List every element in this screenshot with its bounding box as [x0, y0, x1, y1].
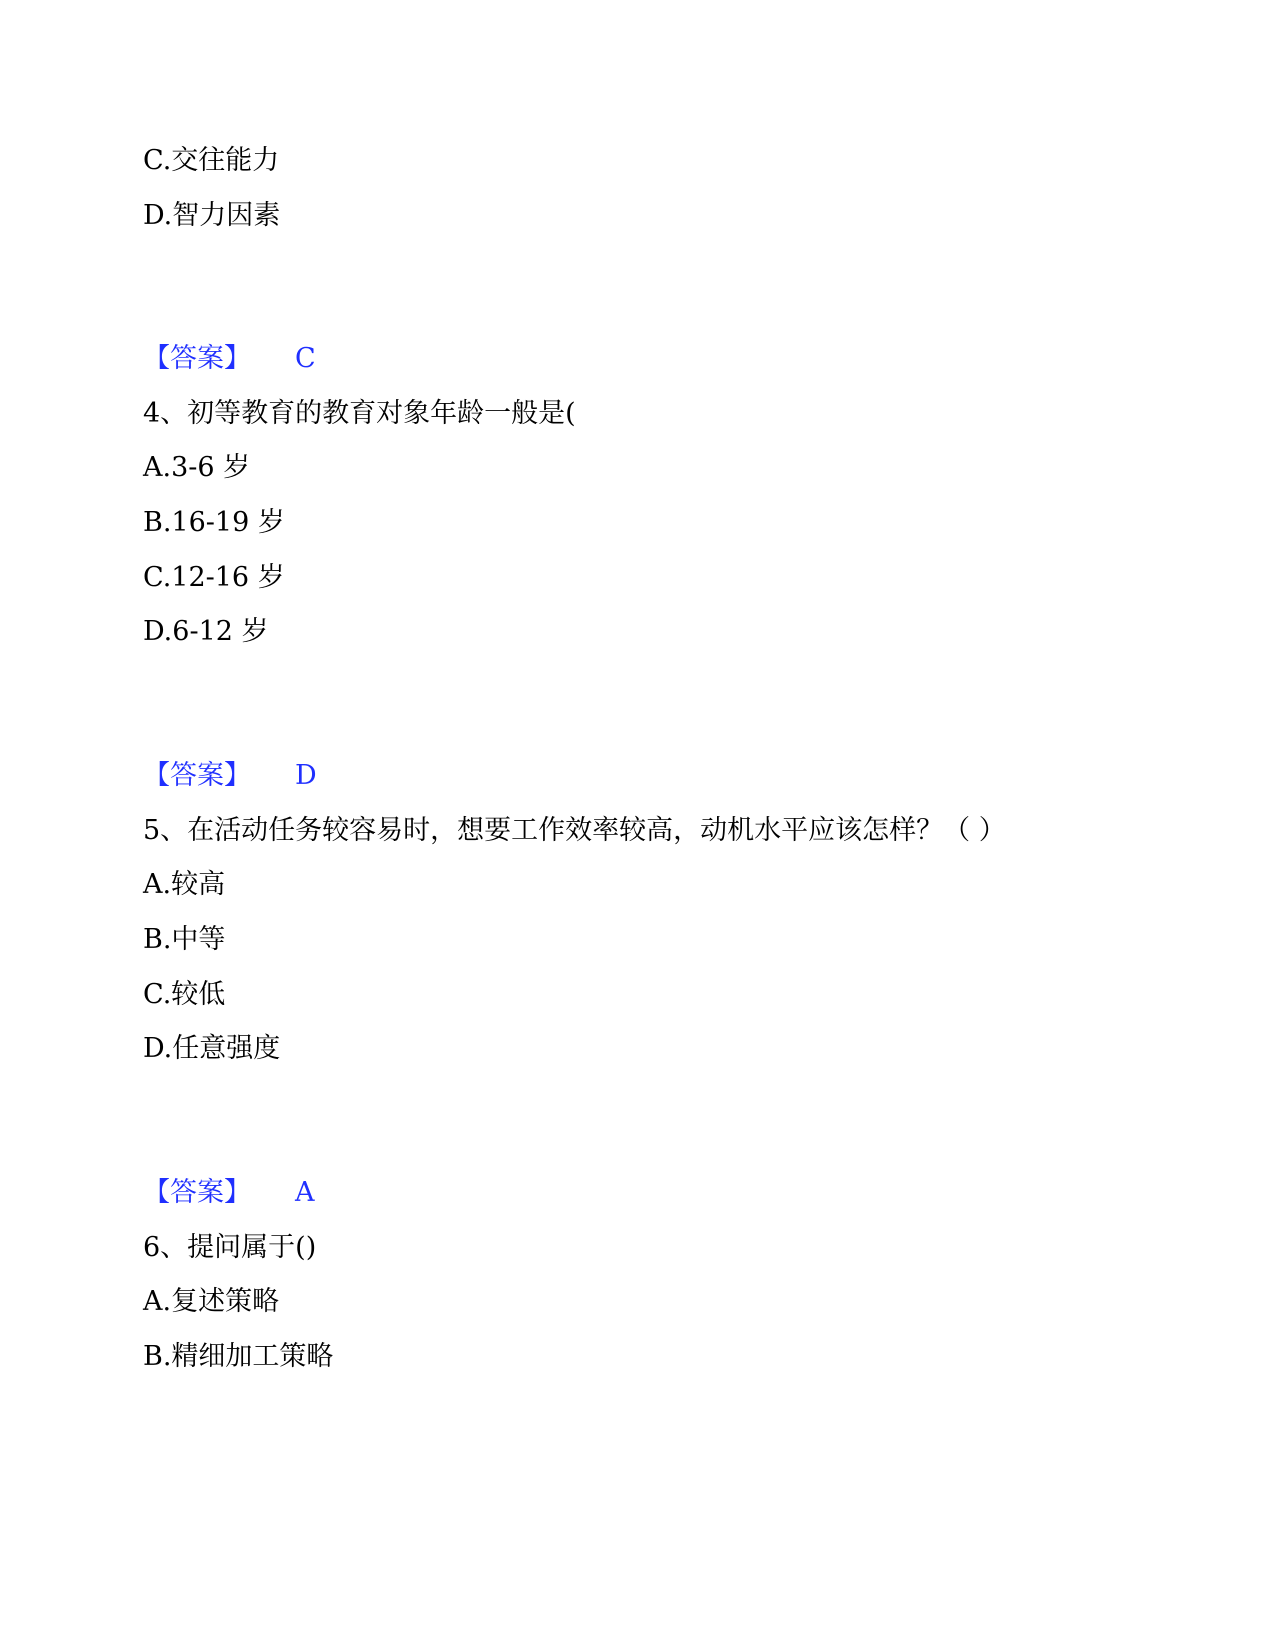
option-text: B.精细加工策略 [143, 1341, 334, 1372]
option-text: B.16-19 岁 [143, 507, 285, 538]
option-text: C.12-16 岁 [143, 562, 285, 593]
option-text: D.6-12 岁 [143, 616, 269, 647]
question-stem: 5、在活动任务较容易时，想要工作效率较高，动机水平应该怎样？（ ） [143, 815, 1006, 846]
option-text: B.中等 [143, 924, 226, 955]
answer-label: 【答案】 [143, 343, 251, 374]
option-text: D.任意强度 [143, 1033, 281, 1064]
answer-value: D [295, 760, 317, 791]
option-text: C.较低 [143, 979, 226, 1010]
question-stem: 6、提问属于() [143, 1232, 317, 1263]
answer-row [143, 1175, 463, 1211]
answer-label: 【答案】 [143, 1177, 251, 1208]
answer-value: A [295, 1177, 315, 1208]
answer-row [143, 758, 463, 794]
answer-label: 【答案】 [143, 760, 251, 791]
option-text: C.交往能力 [143, 145, 280, 176]
option-text: A.复述策略 [143, 1286, 280, 1317]
question-stem: 4、初等教育的教育对象年龄一般是( [143, 398, 576, 429]
option-text: D.智力因素 [143, 200, 281, 231]
answer-row [143, 341, 463, 377]
option-text: A.较高 [143, 869, 226, 900]
answer-value: C [295, 343, 316, 374]
option-text: A.3-6 岁 [143, 452, 251, 483]
